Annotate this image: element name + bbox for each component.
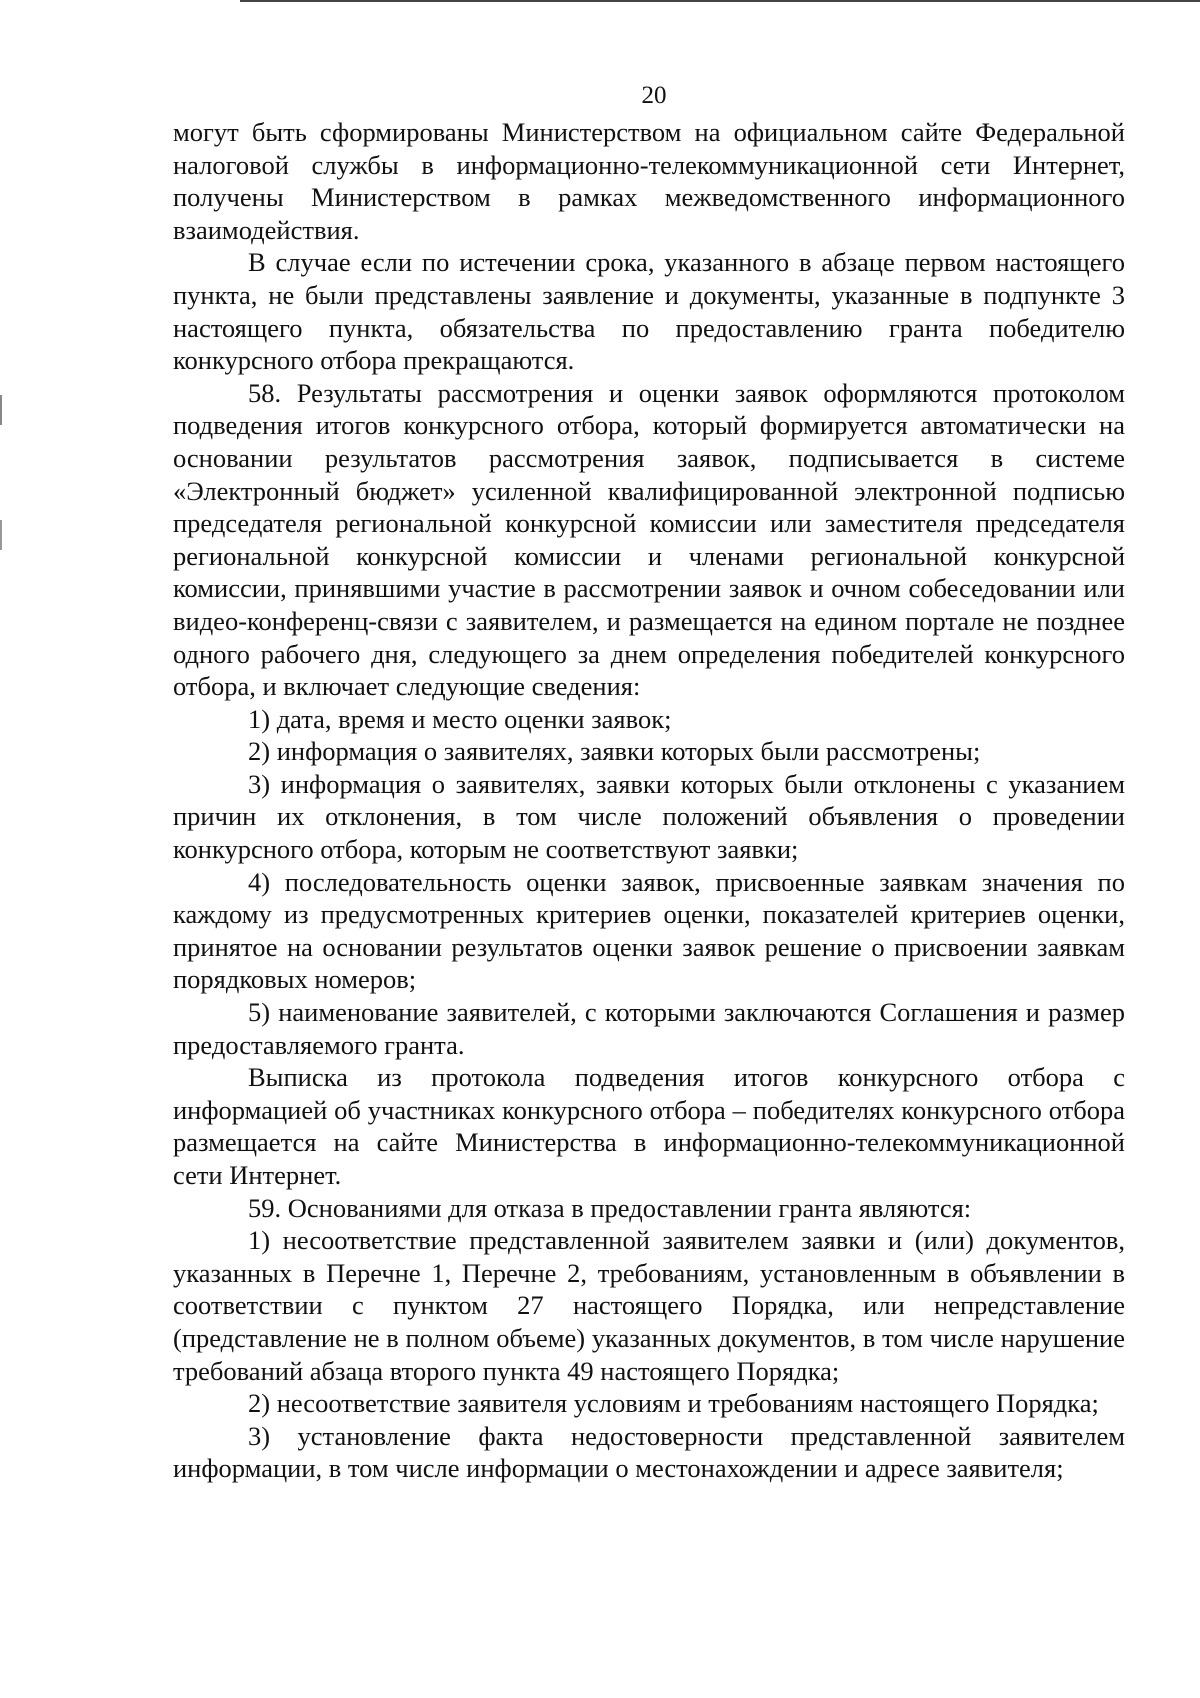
page-number: 20 xyxy=(641,82,667,109)
scan-left-mark xyxy=(0,520,2,550)
paragraph: могут быть сформированы Министерством на официальном сайте Федеральной налоговой службы в информационно-телекоммуникационной сети Интернет, получены Министерством в рамках межведомственного информационного взаимодействия. xyxy=(173,117,1125,245)
scan-left-mark xyxy=(0,395,2,425)
paragraph: 58. Результаты рассмотрения и оценки заявок оформляются протоколом подведения итогов конкурсного отбора, который формируется автоматически на основании результатов рассмотрения заявок, подписывается в системе «Электронный бюджет» усиленной квалифицированной электронной подписью председателя региональной конкурсной комиссии или заместителя председателя региональной конкурсной комиссии и членами региональной конкурсной комиссии, принявшими участие в рассмотрении заявок и очном собеседовании или видео-конференц-связи с заявителем, и размещается на едином портале не позднее одного рабочего дня, следующего за днем определения победителей конкурсного отбора, и включает следующие сведения: xyxy=(173,377,1125,702)
list-item: 2) информация о заявителях, заявки которых были рассмотрены; xyxy=(248,736,981,767)
list-item: 1) несоответствие представленной заявителем заявки и (или) документов, указанных в Перечне 1, Перечне 2, требованиям, установленным в объявлении в соответствии с пунктом 27 настоящего Порядка, или непредставление (представление не в полном объеме) указанных документов, в том числе нарушение требований абзаца второго пункта 49 настоящего Порядка; xyxy=(173,1225,1125,1386)
scan-top-edge xyxy=(240,0,1200,2)
list-item: 3) информация о заявителях, заявки которых были отклонены с указанием причин их отклонения, в том числе положений объявления о проведении конкурсного отбора, которым не соответствуют заявки; xyxy=(173,768,1125,865)
list-item: 2) несоответствие заявителя условиям и требованиям настоящего Порядка; xyxy=(248,1388,1099,1419)
document-page xyxy=(173,80,1125,1485)
paragraph: 59. Основаниями для отказа в предоставлении гранта являются: xyxy=(248,1192,972,1223)
list-item: 1) дата, время и место оценки заявок; xyxy=(248,703,672,734)
paragraph: Выписка из протокола подведения итогов конкурсного отбора с информацией об участниках конкурсного отбора – победителях конкурсного отбора размещается на сайте Министерства в информационно-телекоммуникационной сети Интернет. xyxy=(173,1062,1125,1190)
list-item: 5) наименование заявителей, с которыми заключаются Соглашения и размер предоставляемого гранта. xyxy=(173,997,1125,1060)
list-item: 3) установление факта недостоверности представленной заявителем информации, в том числе информации о местонахождении и адресе заявителя; xyxy=(173,1420,1125,1484)
list-item: 4) последовательность оценки заявок, присвоенные заявкам значения по каждому из предусмотренных критериев оценки, показателей критериев оценки, принятое на основании результатов оценки заявок решение о присвоении заявкам порядковых номеров; xyxy=(173,866,1125,995)
paragraph: В случае если по истечении срока, указанного в абзаце первом настоящего пункта, не были представлены заявление и документы, указанные в подпункте 3 настоящего пункта, обязательства по предоставлению гранта победителю конкурсного отбора прекращаются. xyxy=(173,247,1125,376)
